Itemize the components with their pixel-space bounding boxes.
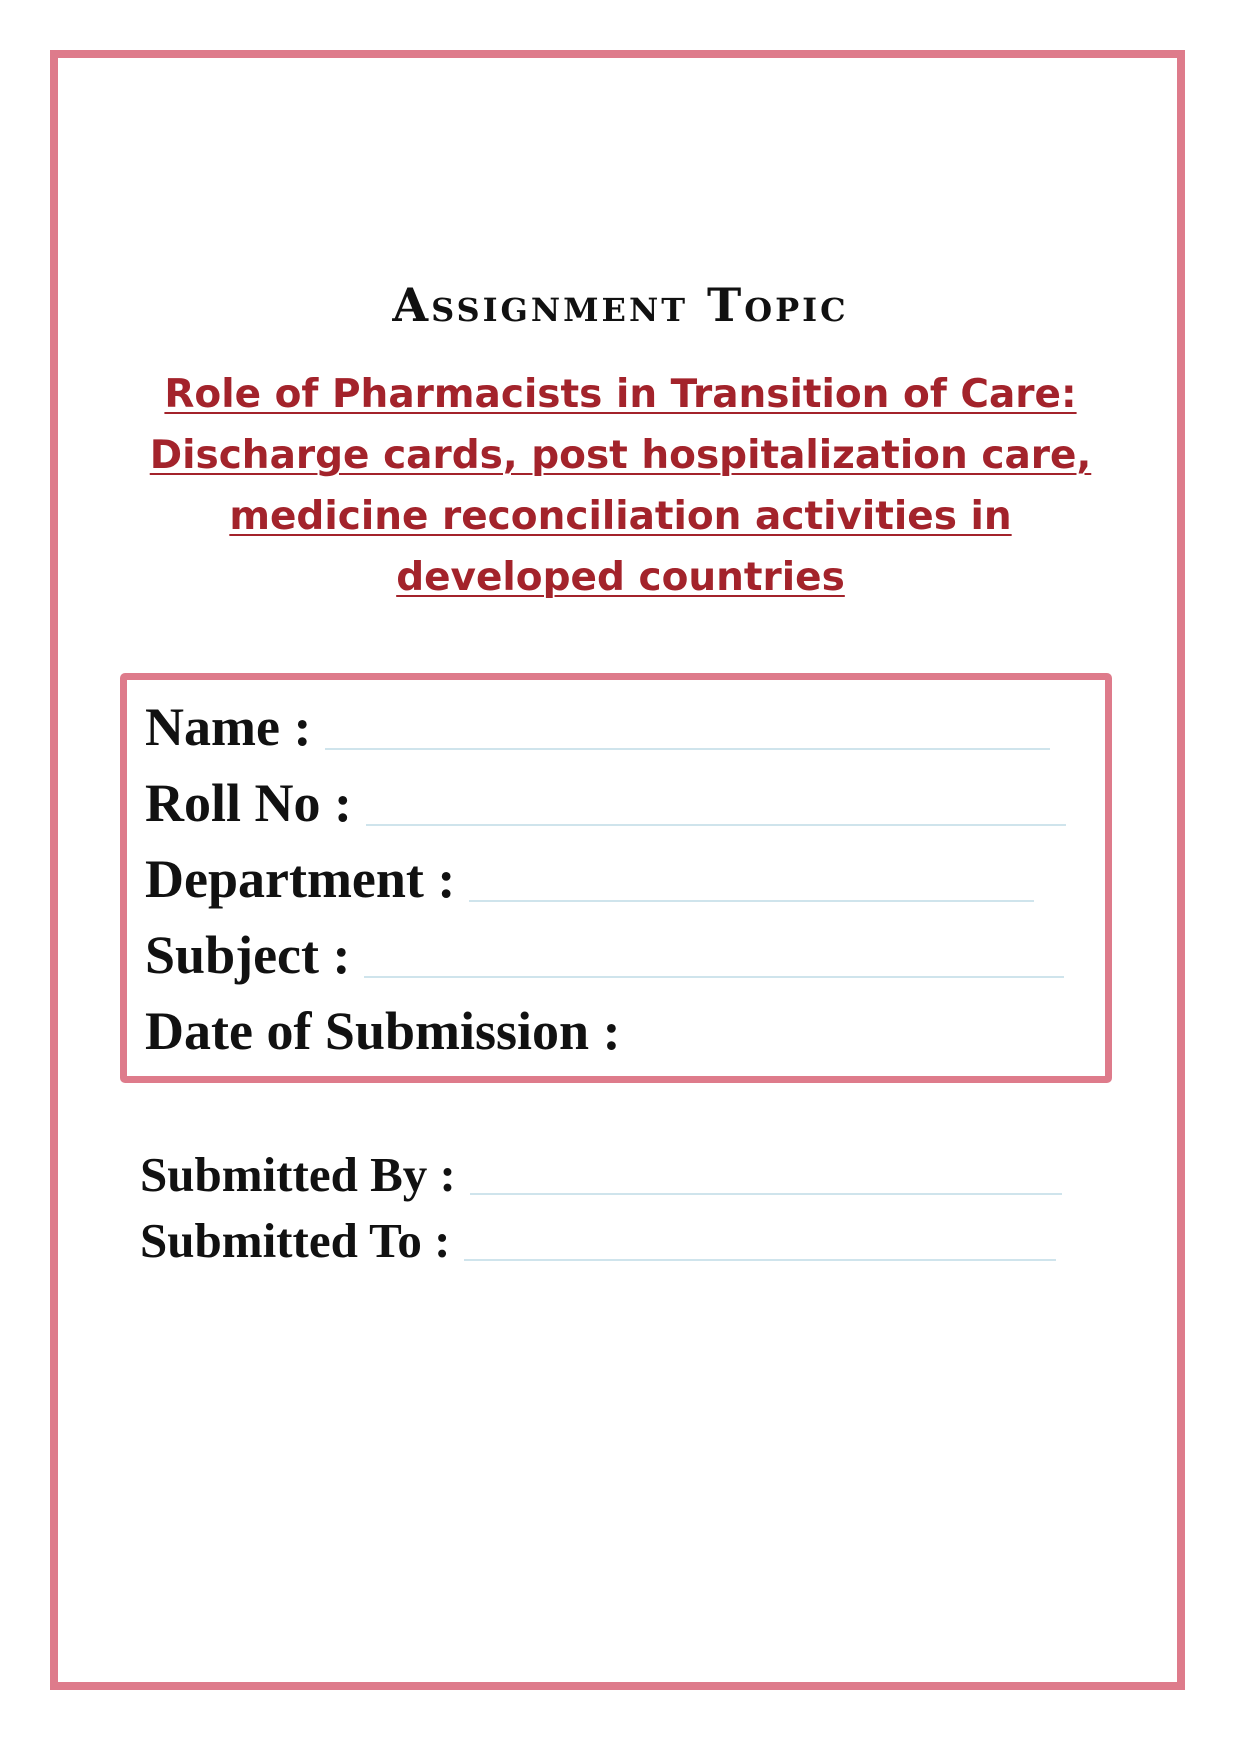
assignment-heading: Assignment Topic	[392, 278, 849, 332]
subject-label: Subject :	[145, 925, 351, 985]
name-field[interactable]	[145, 697, 1050, 757]
submitted-by-field[interactable]	[140, 1147, 1062, 1202]
roll-no-label: Roll No :	[145, 773, 352, 833]
department-field[interactable]	[145, 849, 1034, 909]
name-label: Name :	[145, 697, 312, 757]
department-input-line[interactable]	[469, 900, 1034, 902]
date-of-submission-label: Date of Submission :	[145, 1001, 621, 1061]
name-input-line[interactable]	[325, 748, 1050, 750]
submitted-to-field[interactable]	[140, 1213, 1056, 1268]
submitted-to-input-line[interactable]	[464, 1259, 1056, 1261]
subject-field[interactable]	[145, 925, 1064, 985]
subject-input-line[interactable]	[364, 976, 1064, 978]
submitted-to-label: Submitted To :	[140, 1213, 451, 1268]
roll-no-field[interactable]	[145, 773, 1066, 833]
roll-no-input-line[interactable]	[366, 824, 1066, 826]
submitted-by-input-line[interactable]	[470, 1193, 1062, 1195]
submitted-by-label: Submitted By :	[140, 1147, 456, 1202]
date-of-submission-field	[145, 1001, 635, 1061]
topic-title: Role of Pharmacists in Transition of Care: Discharge cards, post hospitalization care, medicine reconciliation activities in developed countries	[149, 372, 1092, 600]
department-label: Department :	[145, 849, 456, 909]
